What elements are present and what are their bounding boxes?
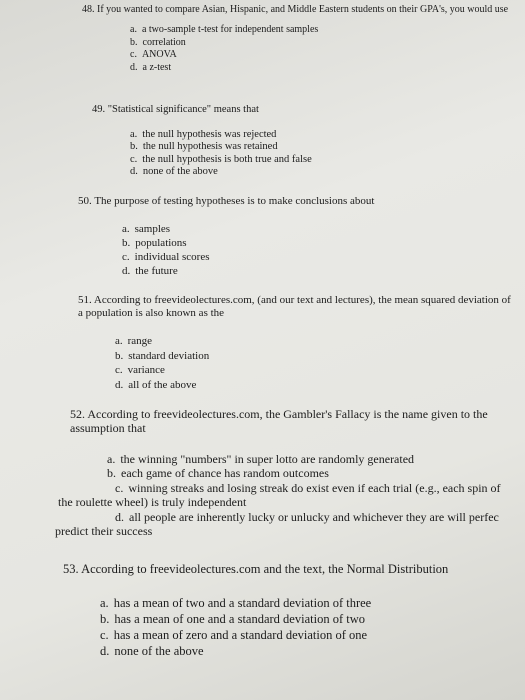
question-52-stem: According to freevideolectures.com, the Gambler's Fallacy is the name given to the assumption that xyxy=(70,407,488,436)
question-48 xyxy=(82,4,512,74)
option-49-d: d. none of the above xyxy=(130,166,218,178)
option-50-d: d. the future xyxy=(122,265,178,278)
question-50 xyxy=(78,195,374,278)
option-49-c: c. the null hypothesis is both true and false xyxy=(130,153,312,165)
question-48-options xyxy=(130,24,512,74)
question-52-options xyxy=(55,451,525,539)
question-51-text xyxy=(78,294,518,320)
question-49-options xyxy=(130,129,312,179)
option-51-d: d. all of the above xyxy=(115,378,197,391)
question-53-number: 53. xyxy=(63,562,79,576)
option-51-b: b. standard deviation xyxy=(115,349,210,362)
option-52-a: a. the winning "numbers" in super lotto are randomly generated xyxy=(107,451,415,466)
question-48-text xyxy=(82,4,512,16)
option-50-a: a. samples xyxy=(122,223,171,236)
question-50-stem: The purpose of testing hypotheses is to make conclusions about xyxy=(94,195,375,207)
question-51-stem: According to freevideolectures.com, (and our text and lectures), the mean squared deviation of a population is also known as the xyxy=(78,294,511,320)
option-50-c: c. individual scores xyxy=(122,251,210,264)
option-53-c: c. has a mean of zero and a standard deviation of one xyxy=(100,628,368,642)
question-51-number: 51. xyxy=(78,294,92,306)
question-53-text xyxy=(63,562,448,577)
option-48-b: b. correlation xyxy=(130,36,186,48)
question-52 xyxy=(55,407,525,539)
question-53-stem: According to freevideolectures.com and the text, the Normal Distribution xyxy=(81,562,449,576)
option-52-b: b. each game of chance has random outcomes xyxy=(107,466,329,481)
option-48-a: a. a two-sample t-test for independent samples xyxy=(130,24,319,35)
question-52-number: 52. xyxy=(70,407,85,421)
option-48-c: c. ANOVA xyxy=(130,49,177,60)
option-48-d: d. a z-test xyxy=(130,61,172,73)
question-48-stem: If you wanted to compare Asian, Hispanic, and Middle Eastern students on their GPA's, you would use xyxy=(97,4,509,15)
question-48-number: 48. xyxy=(82,4,95,15)
option-53-b: b. has a mean of one and a standard deviation of two xyxy=(100,612,365,626)
option-52-d-continuation: predict their success xyxy=(55,524,153,539)
question-51-options xyxy=(115,334,518,392)
question-50-text xyxy=(78,195,374,208)
question-50-options xyxy=(122,222,374,278)
question-53 xyxy=(63,562,448,659)
question-50-number: 50. xyxy=(78,195,92,207)
option-49-a: a. the null hypothesis was rejected xyxy=(130,128,277,140)
question-52-text xyxy=(70,407,525,436)
option-53-d: d. none of the above xyxy=(100,644,204,658)
option-50-b: b. populations xyxy=(122,237,187,250)
question-49-number: 49. xyxy=(92,104,106,115)
option-49-b: b. the null hypothesis was retained xyxy=(130,141,278,153)
question-49-stem: "Statistical significance" means that xyxy=(107,104,259,115)
option-53-a: a. has a mean of two and a standard deviation of three xyxy=(100,596,372,610)
option-51-c: c. variance xyxy=(115,364,165,377)
option-52-d: d. all people are inherently lucky or unlucky and whichever they are will perfec xyxy=(115,509,499,524)
option-52-c: c. winning streaks and losing streak do exist even if each trial (e.g., each spin of xyxy=(115,480,501,495)
question-49 xyxy=(92,104,312,179)
option-52-c-continuation: the roulette wheel) is truly independent xyxy=(58,495,247,510)
option-51-a: a. range xyxy=(115,335,153,348)
question-53-options xyxy=(100,595,448,659)
question-51 xyxy=(78,294,518,392)
question-49-text xyxy=(92,104,312,117)
